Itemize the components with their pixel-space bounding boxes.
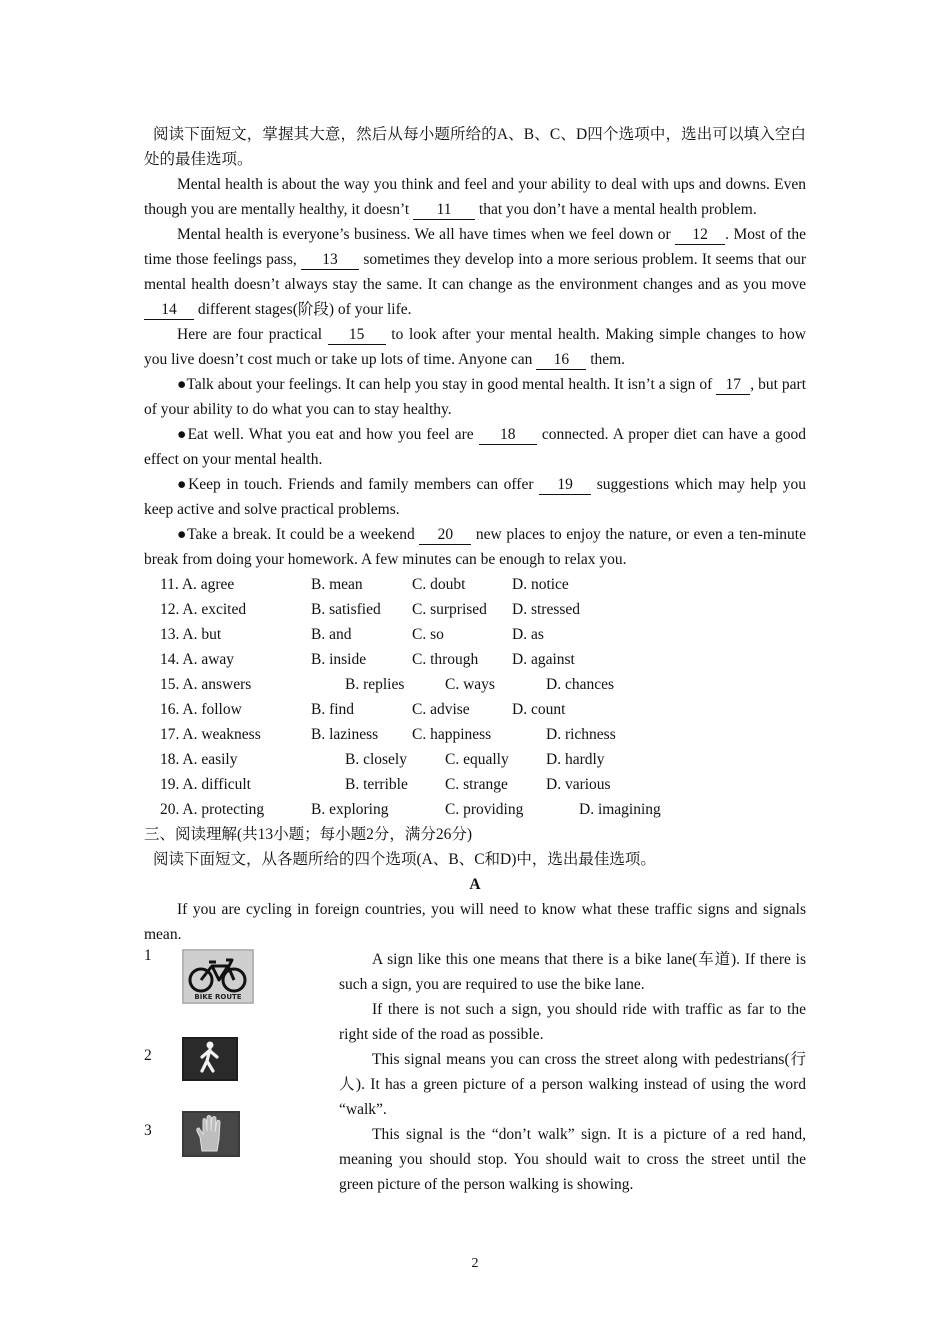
blank-16: 16 (536, 351, 586, 370)
sign-paragraph: This signal means you can cross the street along with pedestrians(行人). It has a green picture of a person walking instead of using the word “walk”. (339, 1051, 806, 1118)
bike-route-sign-icon (182, 949, 254, 1009)
sign-number: 2 (144, 1047, 152, 1064)
blank-13: 13 (301, 251, 359, 270)
options-list (144, 572, 806, 822)
sign-number: 1 (144, 947, 152, 964)
sign-description (339, 1047, 806, 1122)
blank-15: 15 (328, 326, 386, 345)
option-row: 14. A. away B. inside C. through D. against (160, 651, 575, 668)
blank-20: 20 (419, 526, 471, 545)
bullet: ● (177, 526, 188, 543)
reading-instruction: 阅读下面短文，从各题所给的四个选项(A、B、C和D)中，选出最佳选项。 (153, 851, 656, 868)
document-page (144, 122, 806, 1197)
option-row: 15. A. answers B. replies C. ways D. chances (160, 676, 614, 693)
sign-item-3 (144, 1122, 806, 1197)
option-row: 19. A. difficult B. terrible C. strange D. various (160, 776, 611, 793)
blank-19: 19 (539, 476, 591, 495)
cloze-paragraph-3: Here are four practical 15 to look after your mental health. Making simple changes to how you live doesn’t cost much or take up lots of time. Anyone can 16 them. (144, 326, 806, 368)
option-row: 17. A. weakness B. laziness C. happiness D. richness (160, 726, 616, 743)
passage-intro: If you are cycling in foreign countries, you will need to know what these traffic signs and signals mean. (144, 901, 806, 943)
option-row: 12. A. excited B. satisfied C. surprised D. stressed (160, 601, 581, 618)
section-title: 三、阅读理解(共13小题；每小题2分，满分26分) (144, 826, 473, 843)
sign-item-1 (144, 947, 806, 1047)
sign-paragraph: A sign like this one means that there is a bike lane(车道). If there is such a sign, you are required to use the bike lane. (339, 951, 806, 993)
cloze-paragraph-2: Mental health is everyone’s business. We all have times when we feel down or 12 . Most of the time those feelings pass, 13 sometimes they develop into a more serious problem. It seems that our mental health doesn’t always stay the same. It can change as the environment changes and as you move 14 different stages(阶段) of your life. (144, 226, 807, 318)
option-row: 13. A. but B. and C. so D. as (160, 626, 544, 643)
blank-14: 14 (144, 301, 194, 320)
sign-number: 3 (144, 1122, 152, 1139)
bullet: ● (177, 376, 187, 393)
option-row: 11. A. agree B. mean C. doubt D. notice (160, 576, 569, 593)
passage-label: A (469, 876, 481, 893)
blank-11: 11 (413, 201, 475, 220)
sign-description (339, 947, 806, 1047)
sign-paragraph: If there is not such a sign, you should ride with traffic as far to the right side of the road as possible. (339, 1001, 806, 1043)
cloze-paragraph-4: ●Talk about your feelings. It can help you stay in good mental health. It isn’t a sign of 17 , but part of your ability to do what you can to stay healthy. (144, 376, 806, 418)
cloze-paragraph-5: ●Eat well. What you eat and how you feel are 18 connected. A proper diet can have a good effect on your mental health. (144, 426, 806, 468)
cloze-paragraph-6: ●Keep in touch. Friends and family members can offer 19 suggestions which may help you keep active and solve practical problems. (144, 476, 806, 518)
option-row: 16. A. follow B. find C. advise D. count (160, 701, 566, 718)
blank-18: 18 (479, 426, 537, 445)
page-number: 2 (471, 1256, 479, 1271)
cloze-paragraph-1: Mental health is about the way you think and feel and your ability to deal with ups and downs. Even though you are mentally healthy, it doesn’t 11 that you don’t have a mental health problem. (144, 176, 806, 218)
sign-paragraph: This signal is the “don’t walk” sign. It is a picture of a red hand, meaning you should stop. You should wait to cross the street until the green picture of the person walking is showing. (339, 1126, 806, 1193)
blank-12: 12 (675, 226, 725, 245)
cloze-paragraph-7: ●Take a break. It could be a weekend 20 new places to enjoy the nature, or even a ten-minute break from doing your homework. A few minutes can be enough to relax you. (144, 526, 806, 568)
sign-item-2 (144, 1047, 806, 1122)
bullet: ● (177, 476, 189, 493)
option-row: 20. A. protecting B. exploring C. providing D. imagining (160, 801, 661, 818)
sign-description (339, 1122, 806, 1197)
walking-person-signal-icon (182, 1037, 238, 1086)
bullet: ● (177, 426, 188, 443)
cloze-instruction: 阅读下面短文，掌握其大意，然后从每小题所给的A、B、C、D四个选项中，选出可以填入空白处的最佳选项。 (144, 126, 806, 168)
red-hand-signal-icon (182, 1111, 240, 1162)
bike-route-label: BIKE ROUTE (194, 993, 242, 1001)
option-row: 18. A. easily B. closely C. equally D. hardly (160, 751, 605, 768)
blank-17: 17 (716, 376, 750, 395)
